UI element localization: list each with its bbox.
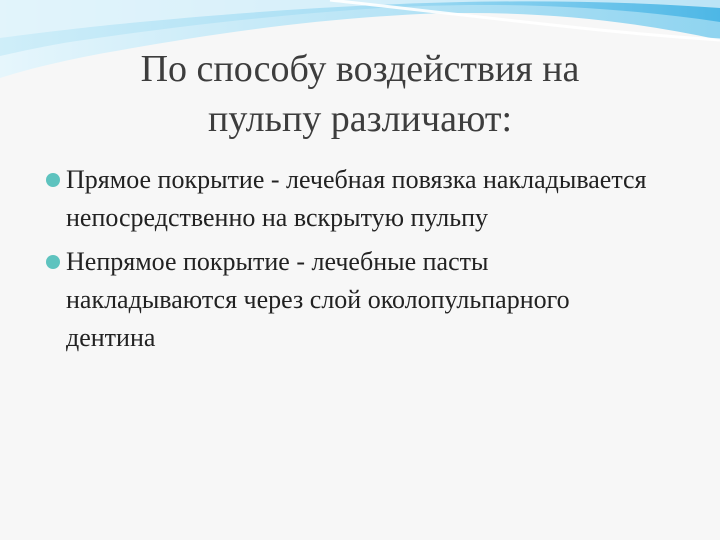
slide-title [40, 44, 680, 144]
bullet-item-direct-coverage [42, 161, 662, 237]
bullet-dot-icon [46, 255, 60, 269]
slide-title-line-2: пульпу различают: [208, 98, 512, 140]
bullet-item-indirect-coverage [42, 243, 662, 357]
bullet-item-text: Прямое покрытие - лечебная повязка накладывается непосредственно на вскрытую пульпу [66, 165, 647, 232]
bullet-dot-icon [46, 173, 60, 187]
bullet-list [42, 161, 662, 363]
bullet-item-text: Непрямое покрытие - лечебные пасты накладываются через слой околопульпарного дентина [66, 247, 570, 352]
slide-title-line-1: По способу воздействия на [140, 48, 580, 90]
